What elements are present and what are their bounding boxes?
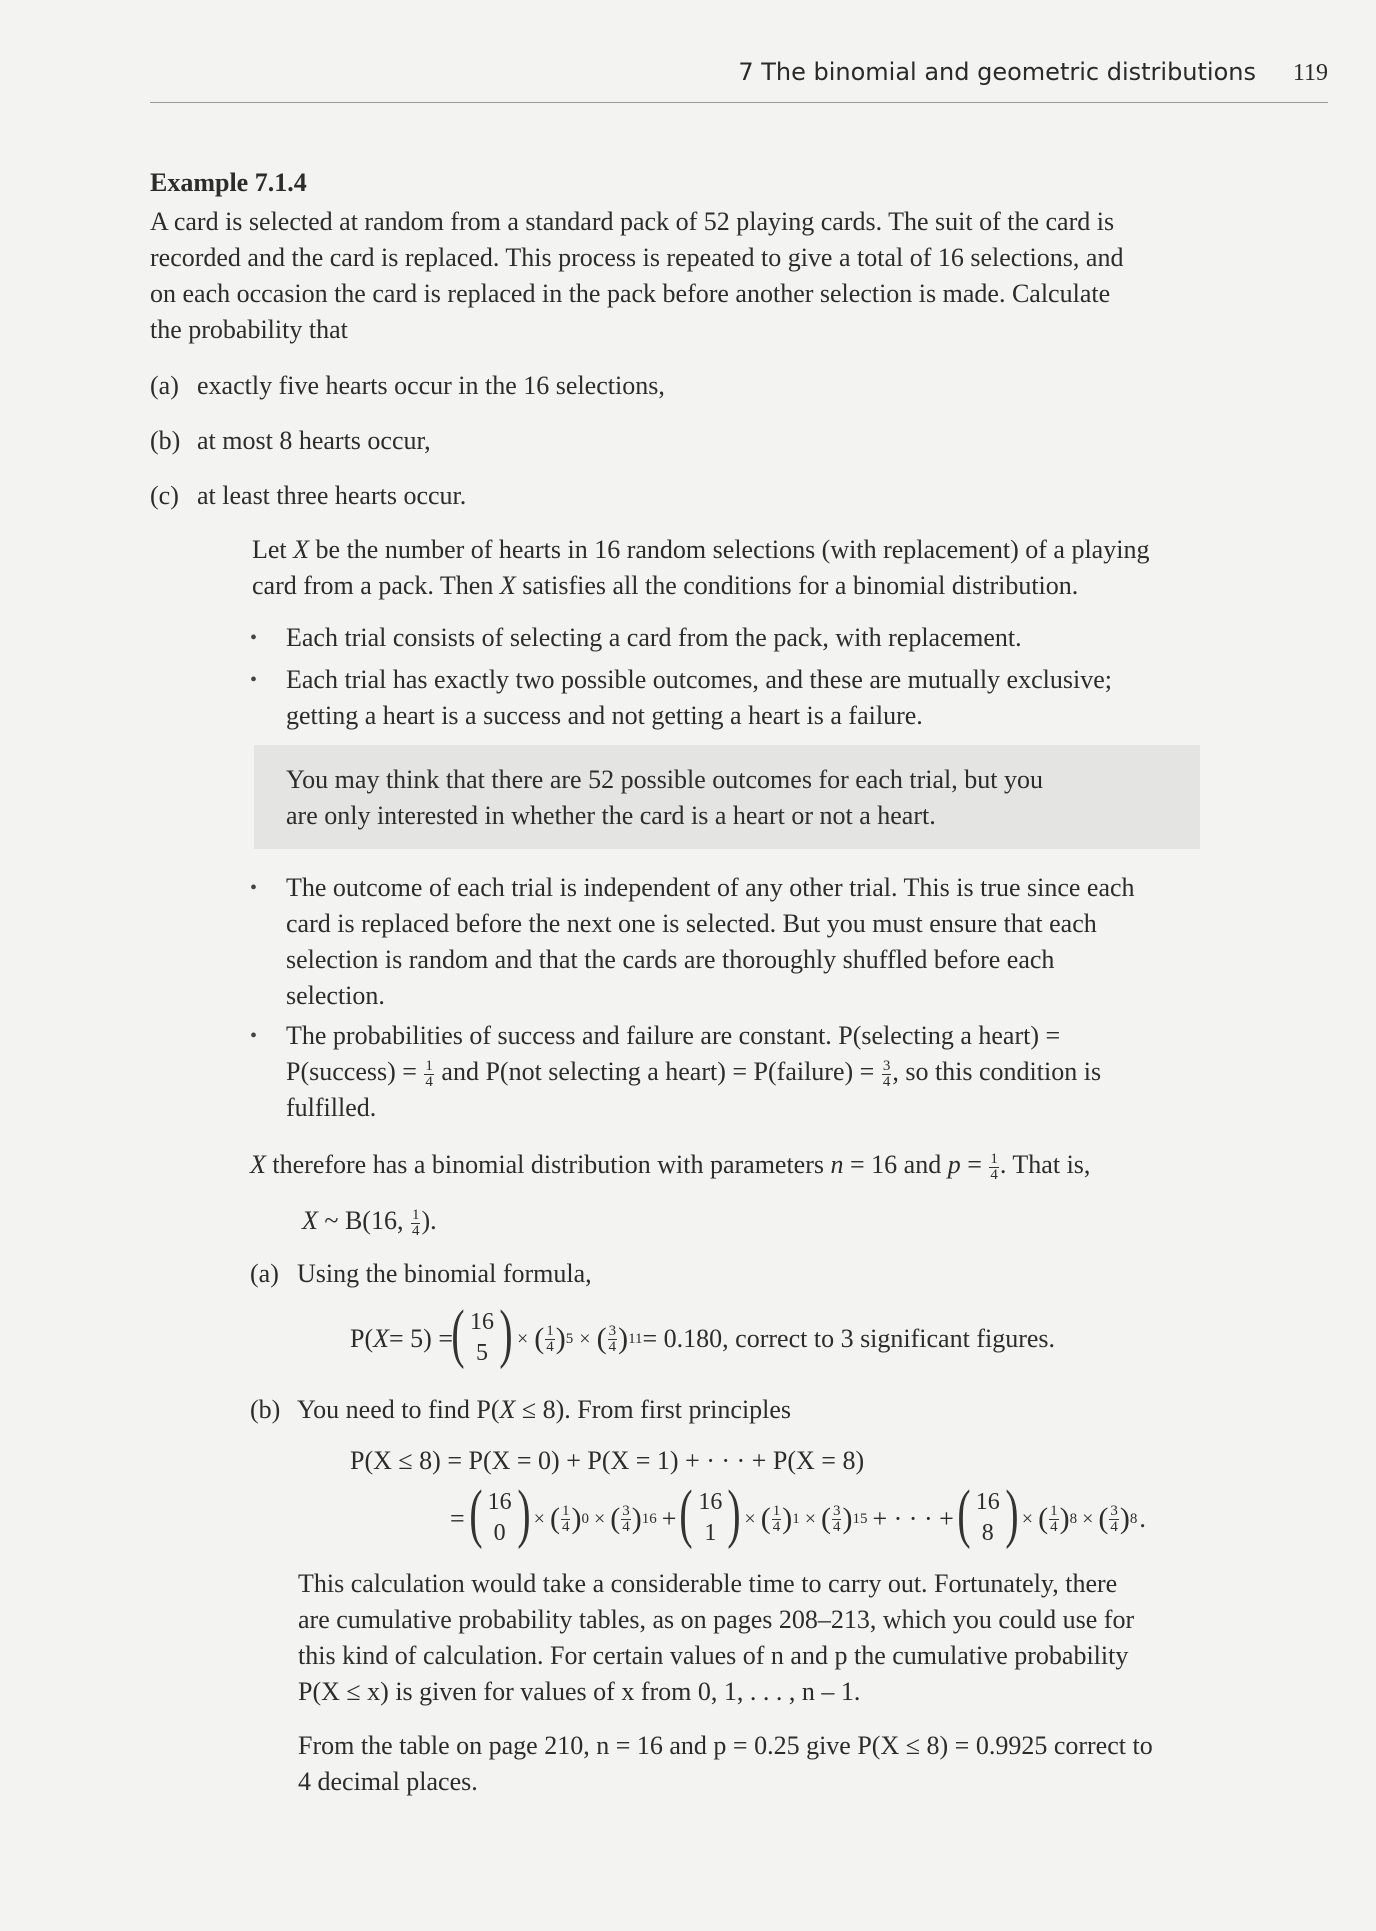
times-sign: × bbox=[1082, 1507, 1094, 1530]
text-run: , so this condition is bbox=[892, 1057, 1102, 1086]
frac-den: 4 bbox=[561, 1518, 570, 1535]
frac-num: 3 bbox=[1110, 1502, 1118, 1519]
note-text bbox=[286, 762, 1043, 834]
part-a-question bbox=[150, 368, 665, 404]
bullet-line: The outcome of each trial is independent of any other trial. This is true since each bbox=[286, 873, 1135, 902]
frac-den: 4 bbox=[411, 1222, 420, 1239]
note-line: are only interested in whether the card is a heart or not a heart. bbox=[286, 801, 936, 830]
binom-bottom: 0 bbox=[493, 1520, 506, 1546]
fraction-one-quarter bbox=[545, 1324, 555, 1355]
frac-num: 1 bbox=[990, 1150, 998, 1167]
bullet-3 bbox=[286, 870, 1135, 1014]
paren: ) bbox=[1059, 1502, 1070, 1535]
text-run: card from a pack. Then bbox=[252, 571, 500, 600]
paragraph-line: P(X ≤ x) is given for values of x from 0, 1, . . . , n – 1. bbox=[298, 1677, 861, 1706]
paren: ( bbox=[820, 1502, 831, 1535]
part-text: exactly five hearts occur in the 16 selections, bbox=[197, 371, 665, 400]
solution-part-b bbox=[250, 1392, 792, 1428]
binomial-coefficient: ( 16 0 ) bbox=[469, 1477, 531, 1550]
paren: ( bbox=[534, 1322, 545, 1355]
times-sign: × bbox=[533, 1507, 545, 1530]
fraction-three-quarters bbox=[1109, 1504, 1119, 1535]
equals-sign: = bbox=[450, 1504, 465, 1533]
bullet-line: Each trial has exactly two possible outcomes, and these are mutually exclusive; bbox=[286, 665, 1112, 694]
exponent: 8 bbox=[1129, 1510, 1138, 1527]
bullet-dot: • bbox=[250, 627, 258, 649]
binom-top: 16 bbox=[975, 1489, 1000, 1515]
part-label: (b) bbox=[250, 1395, 281, 1424]
math-var: p bbox=[947, 1150, 961, 1179]
intro-line: recorded and the card is replaced. This process is repeated to give a total of 16 selections, and bbox=[150, 243, 1124, 272]
text-run: . That is, bbox=[999, 1150, 1091, 1179]
solution-part-a bbox=[250, 1256, 592, 1292]
frac-den: 4 bbox=[832, 1518, 841, 1535]
paren: ) bbox=[782, 1502, 793, 1535]
times-sign: × bbox=[517, 1327, 529, 1350]
binomial-coefficient: ( 16 5 ) bbox=[451, 1297, 513, 1370]
text-run: and P(not selecting a heart) = P(failure) = bbox=[434, 1057, 881, 1086]
frac-num: 1 bbox=[772, 1502, 781, 1519]
therefore-line bbox=[250, 1147, 1090, 1183]
text-run: = 0.180, correct to 3 significant figures. bbox=[642, 1324, 1056, 1353]
frac-den: 4 bbox=[546, 1338, 554, 1355]
math-var: X bbox=[499, 571, 516, 600]
bullet-line: getting a heart is a success and not getting a heart is a failure. bbox=[286, 701, 923, 730]
times-sign: × bbox=[579, 1327, 591, 1350]
binom-bottom: 8 bbox=[981, 1520, 994, 1546]
bullet-dot: • bbox=[250, 669, 258, 691]
exponent: 0 bbox=[581, 1510, 589, 1527]
chapter-title: 7 The binomial and geometric distributions bbox=[738, 58, 1256, 86]
binom-bottom: 1 bbox=[704, 1520, 717, 1546]
fraction-one-quarter bbox=[772, 1504, 782, 1535]
paragraph-line: 4 decimal places. bbox=[298, 1767, 478, 1796]
frac-den: 4 bbox=[1050, 1518, 1058, 1535]
frac-num: 3 bbox=[882, 1057, 891, 1074]
bullet-line: card is replaced before the next one is selected. But you must ensure that each bbox=[286, 909, 1097, 938]
times-sign: × bbox=[1021, 1507, 1034, 1530]
page-number: 119 bbox=[1292, 60, 1328, 86]
text-run: ). bbox=[421, 1206, 437, 1235]
fraction-three-quarters bbox=[608, 1324, 618, 1355]
frac-den: 4 bbox=[990, 1166, 998, 1183]
bullet-4 bbox=[286, 1018, 1101, 1126]
frac-den: 4 bbox=[882, 1073, 891, 1090]
text-run: satisfies all the conditions for a binomial distribution. bbox=[515, 571, 1079, 600]
text-run: P( bbox=[350, 1324, 374, 1353]
part-text: at least three hearts occur. bbox=[197, 481, 467, 510]
bullet-line: selection is random and that the cards are thoroughly shuffled before each bbox=[286, 945, 1055, 974]
paren: ( bbox=[549, 1502, 560, 1535]
bullet-2 bbox=[286, 662, 1112, 734]
times-sign: × bbox=[593, 1507, 606, 1530]
text-run: = 16 and bbox=[843, 1150, 948, 1179]
times-sign: × bbox=[744, 1507, 756, 1530]
bullet-line: The probabilities of success and failure are constant. P(selecting a heart) = bbox=[286, 1021, 1061, 1050]
paragraph-line: This calculation would take a considerable time to carry out. Fortunately, there bbox=[298, 1569, 1118, 1598]
part-label: (a) bbox=[150, 371, 179, 400]
text-run: = bbox=[960, 1150, 989, 1179]
math-var: n bbox=[830, 1150, 844, 1179]
bullet-line: selection. bbox=[286, 981, 385, 1010]
paren: ) bbox=[555, 1322, 566, 1355]
frac-num: 3 bbox=[832, 1502, 841, 1519]
paren: ) bbox=[571, 1502, 582, 1535]
text-run: Let bbox=[252, 535, 287, 564]
text-run: = 5) = bbox=[389, 1324, 453, 1353]
text-run: be the number of hearts in 16 random selections (with replacement) of a playing bbox=[309, 535, 1150, 564]
part-label: (a) bbox=[250, 1259, 279, 1288]
bullet-line bbox=[286, 1054, 1101, 1090]
binom-bottom: 5 bbox=[476, 1340, 488, 1366]
text-run: ≤ 8). From first principles bbox=[515, 1395, 792, 1424]
paragraph-line: are cumulative probability tables, as on pages 208–213, which you could use for bbox=[298, 1605, 1135, 1634]
bullet-dot: • bbox=[250, 877, 258, 899]
paren: ) bbox=[618, 1322, 629, 1355]
paren: ) bbox=[1119, 1502, 1130, 1535]
part-text: at most 8 hearts occur, bbox=[197, 426, 431, 455]
note-line: You may think that there are 52 possible outcomes for each trial, but you bbox=[286, 765, 1043, 794]
frac-num: 1 bbox=[561, 1502, 570, 1519]
text-run: You need to find P( bbox=[297, 1395, 500, 1424]
intro-line: A card is selected at random from a standard pack of 52 playing cards. The suit of the card is bbox=[150, 207, 1115, 236]
frac-den: 4 bbox=[622, 1518, 630, 1535]
equation-p-x-5 bbox=[350, 1297, 1056, 1374]
exponent: 16 bbox=[641, 1510, 657, 1527]
period: . bbox=[1139, 1504, 1146, 1533]
part-text bbox=[297, 1392, 791, 1428]
binom-top: 16 bbox=[698, 1489, 723, 1515]
fraction-three-quarters bbox=[832, 1504, 842, 1535]
running-head bbox=[150, 58, 1328, 103]
frac-den: 4 bbox=[772, 1518, 781, 1535]
text-run: P(success) = bbox=[286, 1057, 424, 1086]
times-sign: × bbox=[804, 1507, 816, 1530]
fraction-one-quarter bbox=[1049, 1504, 1059, 1535]
fraction-three-quarters bbox=[882, 1059, 892, 1090]
fraction-one-quarter bbox=[989, 1152, 999, 1183]
bullet-dot: • bbox=[250, 1025, 258, 1047]
binomial-coefficient: ( 16 8 ) bbox=[957, 1477, 1019, 1550]
frac-den: 4 bbox=[425, 1073, 433, 1090]
paragraph-line: From the table on page 210, n = 16 and p = 0.25 give P(X ≤ 8) = 0.9925 correct to bbox=[298, 1731, 1153, 1760]
frac-num: 1 bbox=[425, 1057, 433, 1074]
paren: ( bbox=[1038, 1502, 1049, 1535]
part-b-question bbox=[150, 423, 431, 459]
frac-num: 1 bbox=[411, 1206, 420, 1223]
math-var: X bbox=[293, 535, 310, 564]
paren: ) bbox=[631, 1502, 642, 1535]
paren: ( bbox=[596, 1322, 607, 1355]
text-run: ~ B(16, bbox=[317, 1206, 410, 1235]
frac-den: 4 bbox=[1110, 1518, 1118, 1535]
paren: ( bbox=[610, 1502, 621, 1535]
part-text: Using the binomial formula, bbox=[297, 1259, 592, 1288]
binomial-coefficient: ( 16 1 ) bbox=[679, 1477, 742, 1550]
frac-den: 4 bbox=[608, 1338, 617, 1355]
fraction-one-quarter bbox=[411, 1208, 421, 1239]
ellipsis-sum: + · · · + bbox=[872, 1504, 954, 1533]
example-heading: Example 7.1.4 bbox=[150, 168, 307, 197]
table-paragraph bbox=[298, 1728, 1153, 1800]
plus-sign: + bbox=[661, 1504, 677, 1533]
exponent: 5 bbox=[565, 1330, 574, 1347]
frac-num: 1 bbox=[1050, 1502, 1058, 1519]
part-c-question bbox=[150, 478, 467, 514]
paren: ( bbox=[760, 1502, 771, 1535]
paren: ( bbox=[1098, 1502, 1109, 1535]
binom-top: 16 bbox=[470, 1309, 494, 1335]
exponent: 15 bbox=[852, 1510, 868, 1527]
math-var: X bbox=[302, 1206, 318, 1235]
distribution-statement bbox=[302, 1203, 437, 1239]
bullet-1: Each trial consists of selecting a card from the pack, with replacement. bbox=[286, 623, 1022, 652]
equation-sum: P(X ≤ 8) = P(X = 0) + P(X = 1) + · · · + P(X = 8) bbox=[350, 1446, 865, 1475]
math-var: X bbox=[373, 1324, 390, 1353]
part-label: (c) bbox=[150, 481, 179, 510]
frac-num: 1 bbox=[546, 1322, 554, 1339]
calculation-paragraph bbox=[298, 1566, 1134, 1710]
example-intro bbox=[150, 204, 1330, 348]
paren: ) bbox=[842, 1502, 853, 1535]
exponent: 8 bbox=[1069, 1510, 1078, 1527]
frac-num: 3 bbox=[622, 1502, 630, 1519]
paragraph-line: this kind of calculation. For certain values of n and p the cumulative probability bbox=[298, 1641, 1129, 1670]
math-var: X bbox=[250, 1150, 266, 1179]
solution-intro bbox=[252, 532, 1332, 604]
part-label: (b) bbox=[150, 426, 181, 455]
equation-expansion bbox=[450, 1477, 1146, 1554]
exponent: 11 bbox=[628, 1330, 643, 1347]
text-run: therefore has a binomial distribution with parameters bbox=[265, 1150, 831, 1179]
exponent: 1 bbox=[792, 1510, 800, 1527]
frac-num: 3 bbox=[608, 1322, 617, 1339]
fraction-three-quarters bbox=[621, 1504, 631, 1535]
bullet-line: fulfilled. bbox=[286, 1093, 377, 1122]
intro-line: the probability that bbox=[150, 315, 348, 344]
intro-line: on each occasion the card is replaced in the pack before another selection is made. Calculate bbox=[150, 279, 1111, 308]
math-var: X bbox=[499, 1395, 516, 1424]
fraction-one-quarter bbox=[561, 1504, 571, 1535]
binom-top: 16 bbox=[487, 1489, 512, 1515]
fraction-one-quarter bbox=[424, 1059, 434, 1090]
